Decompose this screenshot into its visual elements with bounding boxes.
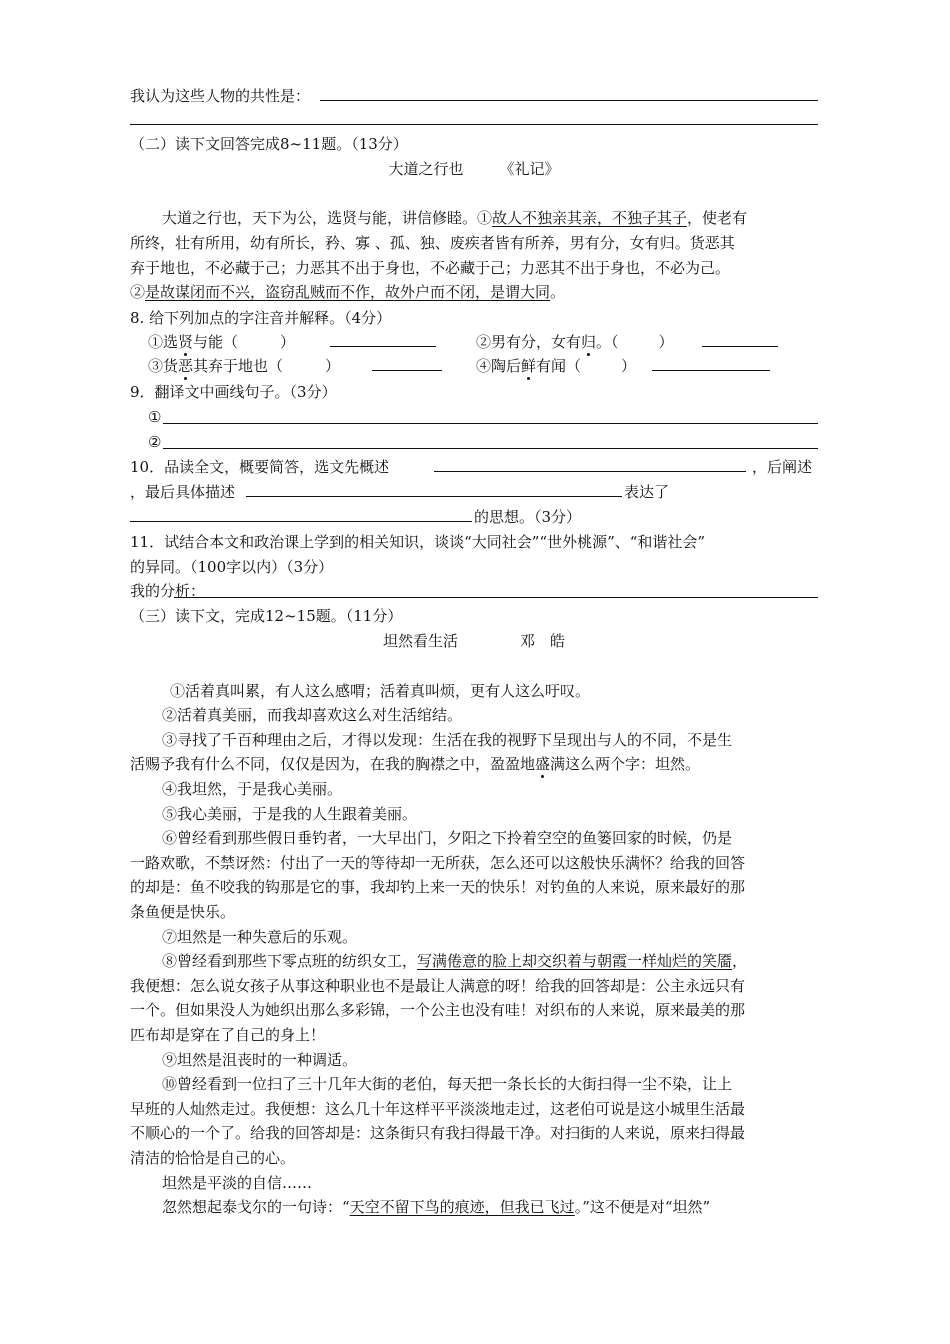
- para-8-line-4: 匹布却是穿在了自己的身上！: [130, 1026, 326, 1044]
- q11-line-3: 我的分析：: [130, 582, 206, 600]
- q8-text: 与能（: [193, 333, 239, 351]
- q8-text: 。（: [596, 333, 619, 351]
- q9-prompt: 9．翻译文中画线句子。（3分）: [130, 383, 337, 401]
- q8-answer-3[interactable]: [372, 370, 442, 371]
- q9-answer-2[interactable]: [163, 448, 818, 449]
- underlined-sentence-2: 是故谋闭而不兴，盗窃乱贼而不作，故外户而不闭，是谓大同: [145, 283, 551, 301]
- para-6-line-3: 的却是：鱼不咬我的钩那是它的事，我却钓上来一天的快乐！对钓鱼的人来说，原来最好的那: [130, 878, 746, 896]
- q8-item-2: [476, 330, 674, 355]
- q8-text: ）: [658, 333, 674, 351]
- para-text: 活赐予我有什么不同，仅仅是因为，在我的胸襟之中，盈盈地: [130, 755, 536, 773]
- para-text: 。”这不便是对“坦然”: [574, 1198, 711, 1216]
- q7-prompt: 我认为这些人物的共性是：: [130, 87, 311, 105]
- para-4: ④我坦然，于是我心美丽。: [162, 780, 343, 798]
- para-3-line-2: [130, 752, 700, 777]
- section3-title-row: [130, 629, 818, 654]
- para-6-line-1: ⑥曾经看到那些假日垂钓者，一大早出门，夕阳之下拎着空空的鱼篓回家的时候，仍是: [162, 829, 733, 847]
- q8-text: 其弃于地也（: [193, 357, 284, 375]
- q8-text: ）: [325, 357, 341, 375]
- passage2-text: ，使老有: [687, 209, 748, 227]
- underlined-sentence-1: 故人不独亲其亲，不独子其子: [492, 209, 688, 227]
- para-6-line-4: 条鱼便是快乐。: [130, 903, 236, 921]
- q8-item-3: [148, 354, 340, 379]
- q8-answer-2[interactable]: [702, 346, 778, 347]
- underlined-quote: 天空不留下鸟的痕迹，但我已飞过: [349, 1198, 575, 1216]
- q9-num-1: ①: [148, 408, 162, 426]
- para-2: ②活着真美丽，而我却喜欢这么对生活绾结。: [162, 706, 463, 724]
- dotted-char: 盛: [535, 755, 551, 773]
- q10-line-2-b: 表达了: [624, 483, 670, 501]
- para-text: ，: [732, 952, 748, 970]
- section3-title: 坦然看生活: [382, 632, 458, 650]
- para-1: ①活着真叫累，有人这么感喟；活着真叫烦，更有人这么吁叹。: [170, 682, 591, 700]
- para-text: 满这么两个字：坦然。: [550, 755, 701, 773]
- q8-prompt: 8. 给下列加点的字注音并解释。（4分）: [130, 309, 392, 327]
- q8-answer-4[interactable]: [652, 370, 770, 371]
- section3-header: （三）读下文，完成12~15题。（11分）: [130, 607, 403, 625]
- para-8-line-2: 我便想：怎么说女孩子从事这种职业也不是最让人满意的呀！给我的回答却是：公主永远只有: [130, 977, 746, 995]
- dotted-char: 归: [581, 333, 597, 351]
- q7-answer-line-2[interactable]: [130, 124, 818, 125]
- q10-answer-3[interactable]: [130, 521, 472, 522]
- passage2-text: 。: [550, 283, 566, 301]
- para-5: ⑤我心美丽，于是我的人生跟着美丽。: [162, 805, 418, 823]
- passage2-line-2: 所终，壮有所用，幼有所长，矜、寡 、孤、独、废疾者皆有所养，男有分，女有归。货恶其: [130, 234, 735, 252]
- section2-title-row: [130, 157, 818, 182]
- underlined-sentence-3: 写满倦意的脸上却交织着与朝霞一样灿烂的笑靥: [417, 952, 733, 970]
- para-10-line-2: 早班的人灿然走过。我便想：这么几十年这样平平淡淡地走过，这老伯可说是这小城里生活最: [130, 1100, 746, 1118]
- q11-answer-line[interactable]: [174, 597, 818, 598]
- section2-header: （二）读下文回答完成8~11题。（13分）: [130, 135, 408, 153]
- q10-answer-1[interactable]: [434, 471, 746, 472]
- para-10-line-4: 清洁的恰恰是自己的心。: [130, 1149, 296, 1167]
- q8-item-4: [476, 354, 636, 379]
- para-12: [162, 1195, 710, 1220]
- q8-text: ②男有分，女有: [476, 333, 582, 351]
- dotted-char: 恶: [178, 357, 194, 375]
- q10-answer-2[interactable]: [246, 496, 622, 497]
- para-10-line-1: ⑩曾经看到一位扫了三十几年大街的老伯，每天把一条长长的大街扫得一尘不染，让上: [162, 1075, 733, 1093]
- q8-text: ）: [621, 357, 637, 375]
- q9-num-2: ②: [148, 433, 162, 451]
- q10-line-1-b: ，后阐述: [752, 458, 813, 476]
- passage2-text: 大道之行也，天下为公，选贤与能，讲信修睦。: [162, 209, 478, 227]
- para-3-line-1: ③寻找了千百种理由之后，才得以发现：生活在我的视野下呈现出与人的不同，不是生: [162, 731, 733, 749]
- q7-answer-line[interactable]: [320, 100, 818, 101]
- q10-line-2-a: ，最后具体描述: [130, 483, 236, 501]
- passage2-line-4: [130, 280, 565, 305]
- para-10-line-3: 不顺心的一个了。给我的回答却是：这条街只有我扫得最干净。对扫街的人来说，原来扫得最: [130, 1124, 746, 1142]
- q11-line-2: 的异同。（100字以内）（3分）: [130, 558, 334, 576]
- q8-text: ）: [280, 333, 296, 351]
- q8-text: ④陶后: [476, 357, 522, 375]
- q8-answer-1[interactable]: [330, 346, 436, 347]
- section2-title: 大道之行也: [388, 160, 464, 178]
- passage2-line-3: 弃于地也，不必藏于己；力恶其不出于身也，不必藏于己；力恶其不出于身也，不必为己。: [130, 259, 731, 277]
- para-6-line-2: 一路欢歌，不禁讶然：付出了一天的等待却一无所获，怎么还可以这般快乐满怀？给我的回答: [130, 854, 746, 872]
- section2-source: 《礼记》: [499, 160, 560, 178]
- q8-text: ①选: [148, 333, 179, 351]
- q9-answer-1[interactable]: [163, 423, 818, 424]
- para-text: 忽然想起泰戈尔的一句诗：“: [162, 1198, 350, 1216]
- para-8-line-1: [162, 949, 747, 974]
- q10-line-3: 的思想。（3分）: [474, 508, 582, 526]
- q8-text: ③货: [148, 357, 179, 375]
- para-7: ⑦坦然是一种失意后的乐观。: [162, 928, 358, 946]
- passage2-line-1: [162, 206, 747, 231]
- dotted-char: 鲜: [521, 357, 537, 375]
- para-8-line-3: 一个。但如果没人为她织出那么多彩锦，一个公主也没有哇！对织布的人来说，原来最美的那: [130, 1001, 746, 1019]
- para-11: 坦然是平淡的自信……: [162, 1174, 313, 1192]
- sentence-number: ②: [130, 283, 146, 301]
- para-9: ⑨坦然是沮丧时的一种调适。: [162, 1051, 358, 1069]
- q11-line-1: 11．试结合本文和政治课上学到的相关知识，谈谈“大同社会”“世外桃源”、“和谐社会”: [130, 533, 706, 551]
- q8-text: 有闻（: [536, 357, 582, 375]
- q10-line-1-a: 10．品读全文，概要简答，选文先概述: [130, 458, 390, 476]
- section3-author: 邓 皓: [520, 632, 566, 650]
- sentence-number: ①: [477, 209, 493, 227]
- q8-item-1: [148, 330, 295, 355]
- dotted-char: 贤: [178, 333, 194, 351]
- para-text: ⑧曾经看到那些下零点班的纺织女工，: [162, 952, 418, 970]
